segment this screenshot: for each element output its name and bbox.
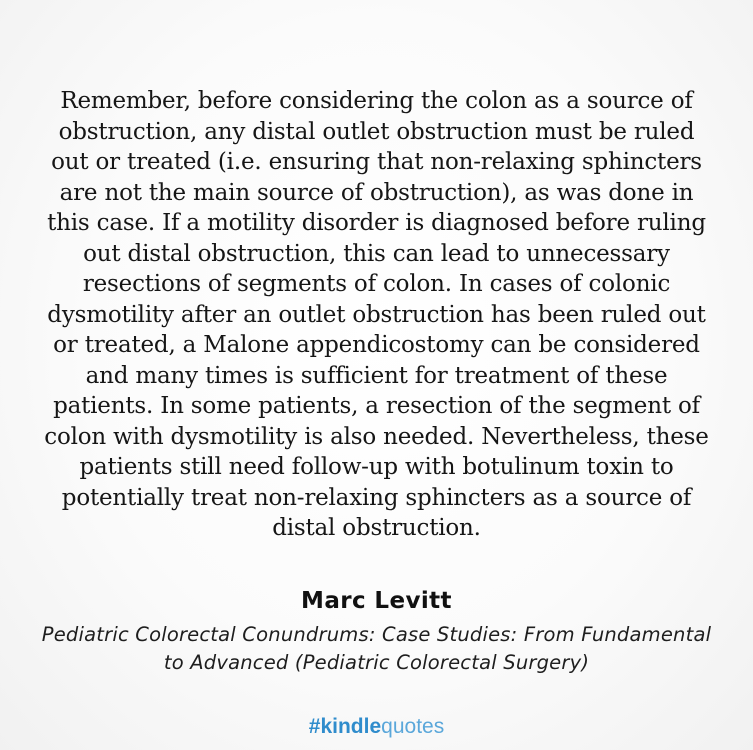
kindle-quotes-hashtag	[0, 715, 753, 739]
quote-text: Remember, before considering the colon as a source of obstruction, any distal outlet obstruction must be ruled out or treated (i.e. ensuring that non-relaxing sphincters are not the main source of obstruction), as was done in this case. If a motility disorder is diagnosed before ruling out distal obstruction, this can lead to unnecessary resections of segments of colon. In cases of colonic dysmotility after an outlet obstruction has been ruled out or treated, a Malone appendicostomy can be considered and many times is sufficient for treatment of these patients. In some patients, a resection of the segment of colon with dysmotility is also needed. Nevertheless, these patients still need follow-up with botulinum toxin to potentially treat non-relaxing sphincters as a source of distal obstruction.	[44, 88, 709, 541]
hashtag-suffix: quotes	[381, 715, 445, 738]
author-name: Marc Levitt	[301, 588, 452, 614]
hashtag-prefix: #kindle	[308, 715, 382, 738]
book-title: Pediatric Colorectal Conundrums: Case Studies: From Fundamental to Advanced (Pediatric Colorectal Surgery)	[41, 623, 712, 674]
